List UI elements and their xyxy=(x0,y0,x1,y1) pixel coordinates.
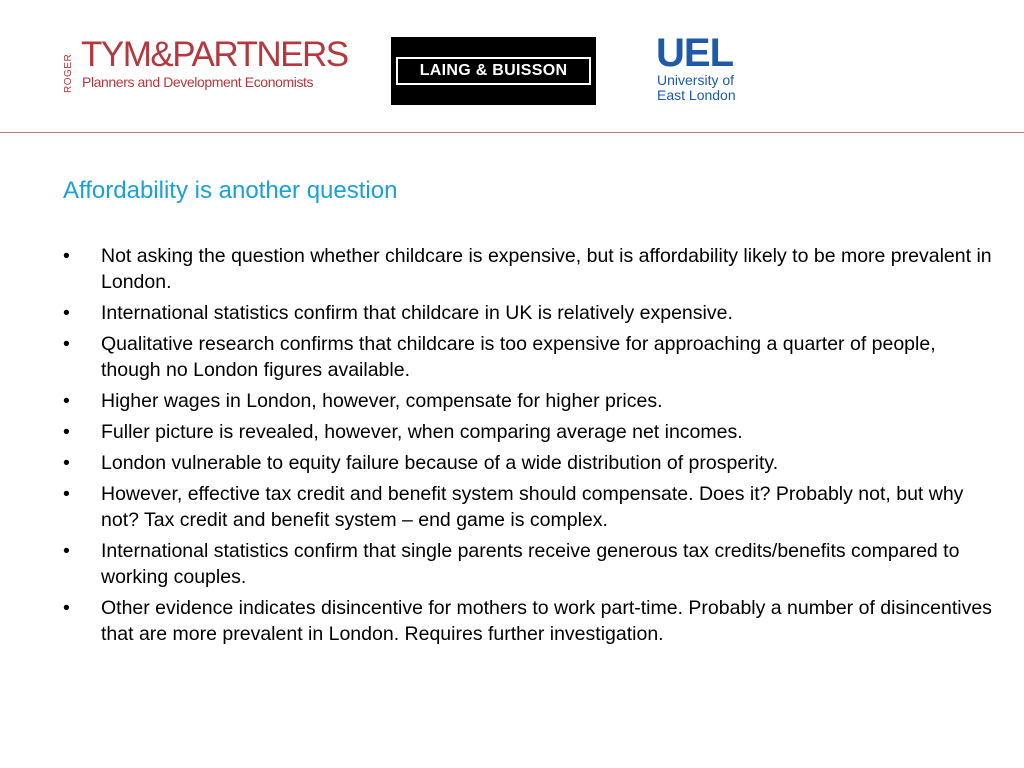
laing-buisson-logo xyxy=(391,37,596,105)
bullet-marker: • xyxy=(63,390,70,412)
bullet-item xyxy=(63,450,993,476)
uel-line-1: University of xyxy=(657,72,735,88)
bullet-item xyxy=(63,481,993,533)
uel-logo-subtitle xyxy=(657,73,736,103)
bullet-text: International statistics confirm that single parents receive generous tax credits/benefits compared to working couples. xyxy=(101,540,960,588)
bullet-text: Not asking the question whether childcare is expensive, but is affordability likely to be more prevalent in London. xyxy=(101,245,992,293)
bullet-text: Qualitative research confirms that childcare is too expensive for approaching a quarter of people, though no London figures available. xyxy=(101,333,936,381)
bullet-marker: • xyxy=(63,421,70,443)
roger-tym-partners-logo xyxy=(62,37,352,93)
logo-tagline: Planners and Development Economists xyxy=(82,74,314,90)
bullet-item xyxy=(63,538,993,590)
bullet-marker: • xyxy=(63,540,70,562)
logo-tym-partners-text: TYM&PARTNERS xyxy=(81,35,348,74)
bullet-item xyxy=(63,388,993,414)
bullet-marker: • xyxy=(63,333,70,355)
bullet-item xyxy=(63,243,993,295)
laing-buisson-logo-text: LAING & BUISSON xyxy=(396,57,591,85)
uel-logo-mark: UEL xyxy=(656,31,733,75)
bullet-marker: • xyxy=(63,483,70,505)
bullet-text: Other evidence indicates disincentive for mothers to work part-time. Probably a number of disincentives that are more prevalent in London. Requires further investigation. xyxy=(101,597,992,645)
logo-roger-text: ROGER xyxy=(63,53,74,93)
uel-logo xyxy=(656,31,756,112)
uel-line-2: East London xyxy=(657,87,736,103)
bullet-marker: • xyxy=(63,302,70,324)
bullet-text: Fuller picture is revealed, however, when comparing average net incomes. xyxy=(101,421,743,443)
bullet-text: However, effective tax credit and benefit system should compensate. Does it? Probably not, but why not? Tax credit and benefit system – end game is complex. xyxy=(101,483,964,531)
bullet-text: Higher wages in London, however, compensate for higher prices. xyxy=(101,390,663,412)
bullet-text: London vulnerable to equity failure because of a wide distribution of prosperity. xyxy=(101,452,779,474)
bullet-item xyxy=(63,300,993,326)
bullet-item xyxy=(63,419,993,445)
bullet-item xyxy=(63,331,993,383)
slide-title: Affordability is another question xyxy=(63,177,398,204)
header-divider xyxy=(0,132,1024,133)
bullet-item xyxy=(63,595,993,647)
bullet-marker: • xyxy=(63,452,70,474)
bullet-list xyxy=(63,243,993,652)
bullet-marker: • xyxy=(63,245,70,267)
bullet-marker: • xyxy=(63,597,70,619)
bullet-text: International statistics confirm that childcare in UK is relatively expensive. xyxy=(101,302,733,324)
